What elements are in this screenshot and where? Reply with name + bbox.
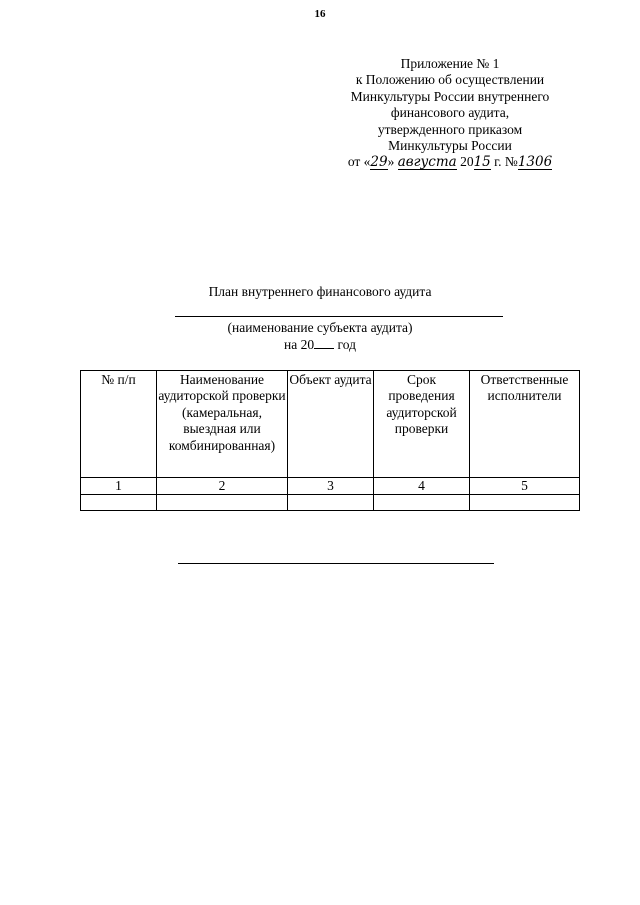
subject-caption: (наименование субъекта аудита) bbox=[227, 320, 413, 335]
page-number: 16 bbox=[314, 8, 326, 20]
appendix-line: утвержденного приказом bbox=[377, 121, 523, 137]
subject-fill-line bbox=[175, 316, 503, 317]
header-cell-deadline: Срок проведения аудиторской проверки bbox=[374, 371, 470, 478]
date-close: » bbox=[387, 154, 395, 170]
audit-plan-table bbox=[80, 370, 580, 511]
order-date-line bbox=[320, 154, 580, 170]
column-number: 4 bbox=[374, 478, 470, 495]
year-word: г. № bbox=[494, 154, 518, 170]
table-cell bbox=[288, 495, 374, 511]
appendix-line: к Положению об осуществлении bbox=[355, 72, 545, 88]
table-header-row bbox=[81, 371, 580, 478]
plan-title: План внутреннего финансового аудита bbox=[208, 284, 432, 299]
column-number: 2 bbox=[157, 478, 288, 495]
appendix-line: Минкультуры России bbox=[388, 138, 512, 154]
year-prefix: 20 bbox=[460, 154, 474, 170]
column-number: 3 bbox=[288, 478, 374, 495]
header-cell-number: № п/п bbox=[81, 371, 157, 478]
year-blank bbox=[314, 337, 334, 349]
appendix-line: Приложение № 1 bbox=[400, 56, 500, 71]
column-number: 1 bbox=[81, 478, 157, 495]
handwritten-day: 29 bbox=[370, 154, 388, 171]
table-cell bbox=[374, 495, 470, 511]
column-number: 5 bbox=[470, 478, 580, 495]
plan-year-line bbox=[0, 337, 640, 353]
header-cell-audit-object: Объект аудита bbox=[288, 371, 374, 478]
table-cell bbox=[470, 495, 580, 511]
table-numbering-row bbox=[81, 478, 580, 495]
plan-year-suffix: год bbox=[337, 337, 356, 352]
appendix-block bbox=[320, 56, 580, 171]
date-prefix: от « bbox=[347, 154, 371, 170]
handwritten-month: августа bbox=[397, 154, 457, 171]
handwritten-year: 15 bbox=[473, 154, 491, 171]
appendix-line: финансового аудита, bbox=[390, 105, 510, 121]
table-cell bbox=[157, 495, 288, 511]
plan-year-prefix: на 20 bbox=[284, 337, 315, 352]
header-cell-audit-name: Наименование аудиторской проверки (камеральная, выездная или комбинированная) bbox=[157, 371, 288, 478]
handwritten-order-number: 1306 bbox=[517, 154, 553, 171]
header-cell-responsible: Ответственные исполнители bbox=[470, 371, 580, 478]
closing-divider bbox=[178, 563, 494, 564]
table-cell bbox=[81, 495, 157, 511]
appendix-line: Минкультуры России внутреннего bbox=[350, 88, 550, 104]
table-row bbox=[81, 495, 580, 511]
